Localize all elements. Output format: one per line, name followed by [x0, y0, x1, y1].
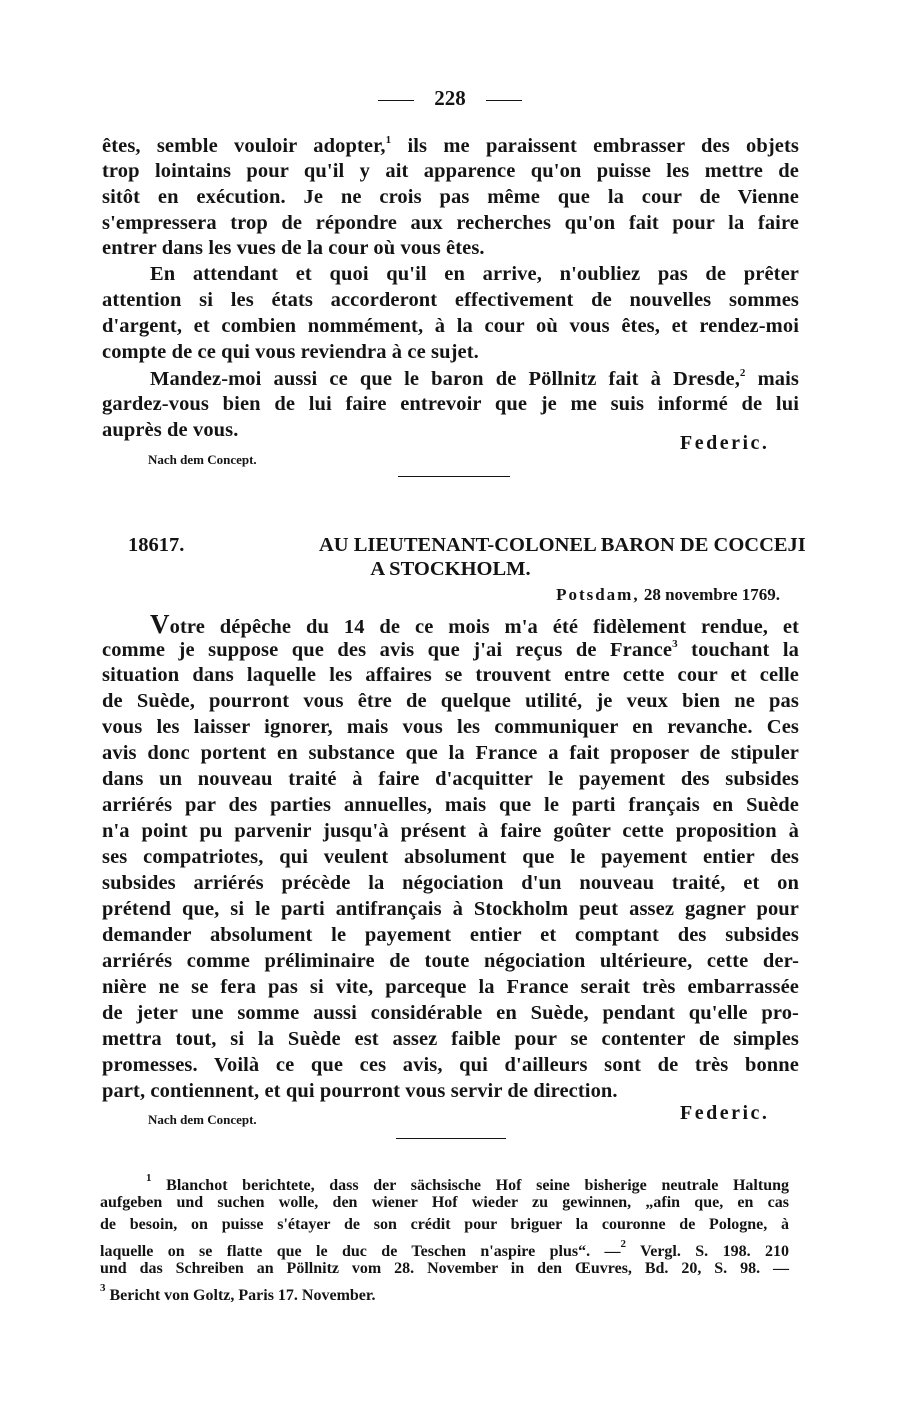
letter2-line-8: arriérés par des parties annuelles, mais que le parti français en Suède	[102, 794, 799, 816]
letter1-line-10	[150, 367, 799, 391]
letter2-line-6: avis donc portent en substance que la France a fait proposer de stipuler	[102, 742, 799, 764]
footnote-3	[100, 1282, 789, 1305]
letter1-source-note: Nach dem Concept.	[148, 452, 257, 467]
letter1-line-6: En attendant et quoi qu'il en arrive, n'oubliez pas de prêter	[150, 263, 799, 285]
letter2-line-2	[102, 638, 799, 662]
letter2-line-18: promesses. Voilà ce que ces avis, qui d'ailleurs sont de très bonne	[102, 1054, 799, 1076]
footnote-3-text: Bericht von Goltz, Paris 17. November.	[109, 1287, 376, 1304]
letter2-date: 28 novembre 1769.	[643, 585, 780, 604]
page-number: 228	[434, 86, 466, 110]
letter2-line-1	[150, 611, 799, 639]
letter1-line-9: compte de ce qui vous reviendra à ce sujet.	[102, 341, 479, 363]
letter2-line-7: dans un nouveau traité à faire d'acquitter le payement des subsides	[102, 768, 799, 790]
footnote-1-line-3: de besoin, on puisse s'étayer de son crédit pour briguer la couronne de Pologne, à	[100, 1216, 789, 1233]
letter2-line-9: n'a point pu parvenir jusqu'à présent à faire goûter cette proposition à	[102, 820, 799, 842]
letter2-line-14: arriérés comme préliminaire de toute négociation ultérieure, cette der-	[102, 950, 799, 972]
letter2-line-4: de Suède, pourront vous être de quelque utilité, je veux bien ne pas	[102, 690, 799, 712]
letter2-dateline	[556, 585, 780, 605]
section-divider-2	[396, 1138, 506, 1139]
footnote-ref-1: 1	[385, 134, 392, 146]
letter2-title-line-2: A STOCKHOLM.	[370, 558, 531, 580]
page-header	[0, 86, 900, 111]
letter2-line-2-tail: touchant la	[691, 639, 799, 661]
footnote-2-text: Vergl. S. 198. 210	[640, 1243, 789, 1260]
header-dash-right	[486, 100, 522, 101]
letter1-line-12: auprès de vous.	[102, 419, 239, 441]
letter2-line-16: de jeter une somme aussi considérable en Suède, pendant qu'elle pro-	[102, 1002, 799, 1024]
letter1-line-3: sitôt en exécution. Je ne crois pas même que la cour de Vienne	[102, 186, 799, 208]
letter2-line-12: prétend que, si le parti antifrançais à Stockholm peut assez gagner pour	[102, 898, 799, 920]
footnote-2-line-2: und das Schreiben an Pöllnitz vom 28. November in den Œuvres, Bd. 20, S. 98. —	[100, 1260, 789, 1277]
drop-cap: V	[150, 609, 170, 639]
letter2-line-10: ses compatriotes, qui veulent absolument que le payement entier des	[102, 846, 799, 868]
footnote-2-marker: 2	[620, 1238, 626, 1250]
letter1-line-4: s'empressera trop de répondre aux recherches qu'on fait pour la faire	[102, 212, 799, 234]
letter2-line-19: part, contiennent, et qui pourront vous servir de direction.	[102, 1080, 618, 1102]
letter2-line-3: situation dans laquelle les affaires se trouvent entre cette cour et celle	[102, 664, 799, 686]
footnote-1-line-2: aufgeben und suchen wolle, den wiener Hof wieder zu gewinnen, „afin que, en cas	[100, 1194, 789, 1211]
footnote-1-line-1	[146, 1172, 789, 1195]
footnote-ref-2: 2	[739, 367, 746, 379]
letter2-line-15: nière ne se fera pas si vite, parceque la France serait très embarrassée	[102, 976, 799, 998]
letter1-line-2: trop lointains pour qu'il y ait apparence qu'on puisse les mettre de	[102, 160, 799, 182]
footnote-1-marker: 1	[146, 1172, 152, 1184]
letter1-line-11: gardez-vous bien de lui faire entrevoir que je me suis informé de lui	[102, 393, 799, 415]
letter1-line-8: d'argent, et combien nommément, à la cour où vous êtes, et rendez-moi	[102, 315, 799, 337]
footnote-1-line-1-text: Blanchot berichtete, dass der sächsische Hof seine bisherige neutrale Haltung	[166, 1177, 790, 1194]
footnote-1-line-4-text: laquelle on se flatte que le duc de Teschen n'aspire plus“. —	[100, 1243, 621, 1260]
letter1-signature: Federic.	[680, 432, 770, 454]
letter2-line-11: subsides arriérés précède la négociation d'un nouveau traité, et on	[102, 872, 799, 894]
letter1-line-1-tail: ils me paraissent embrasser des objets	[407, 135, 799, 157]
header-dash-left	[378, 100, 414, 101]
letter2-line-13: demander absolument le payement entier et comptant des subsides	[102, 924, 799, 946]
footnote-3-marker: 3	[100, 1282, 106, 1294]
letter2-source-note: Nach dem Concept.	[148, 1112, 257, 1127]
letter1-line-1	[102, 134, 799, 158]
letter1-line-1-text: êtes, semble vouloir adopter,	[102, 135, 386, 157]
letter2-title-line-1: AU LIEUTENANT-COLONEL BARON DE COCCEJI	[319, 534, 806, 556]
letter2-line-1-text: otre dépêche du 14 de ce mois m'a été fidèlement rendue, et	[169, 616, 799, 638]
footnote-1-line-4	[100, 1238, 789, 1261]
footnote-ref-3: 3	[672, 638, 678, 650]
letter1-line-10-tail: mais	[757, 368, 799, 390]
letter2-line-5: vous les laisser ignorer, mais vous les communiquer en revanche. Ces	[102, 716, 799, 738]
letter1-line-10-text: Mandez-moi aussi ce que le baron de Pöllnitz fait à Dresde,	[150, 368, 740, 390]
letter2-place: Potsdam,	[556, 585, 640, 604]
letter1-line-7: attention si les états accorderont effectivement de nouvelles sommes	[102, 289, 799, 311]
section-divider-1	[398, 476, 510, 477]
letter1-line-5: entrer dans les vues de la cour où vous êtes.	[102, 237, 485, 259]
letter2-line-17: mettra tout, si la Suède est assez faible pour se contenter de simples	[102, 1028, 799, 1050]
letter2-signature: Federic.	[680, 1102, 770, 1124]
letter2-line-2-text: comme je suppose que des avis que j'ai reçus de France	[102, 639, 673, 661]
letter-number: 18617.	[128, 534, 185, 556]
